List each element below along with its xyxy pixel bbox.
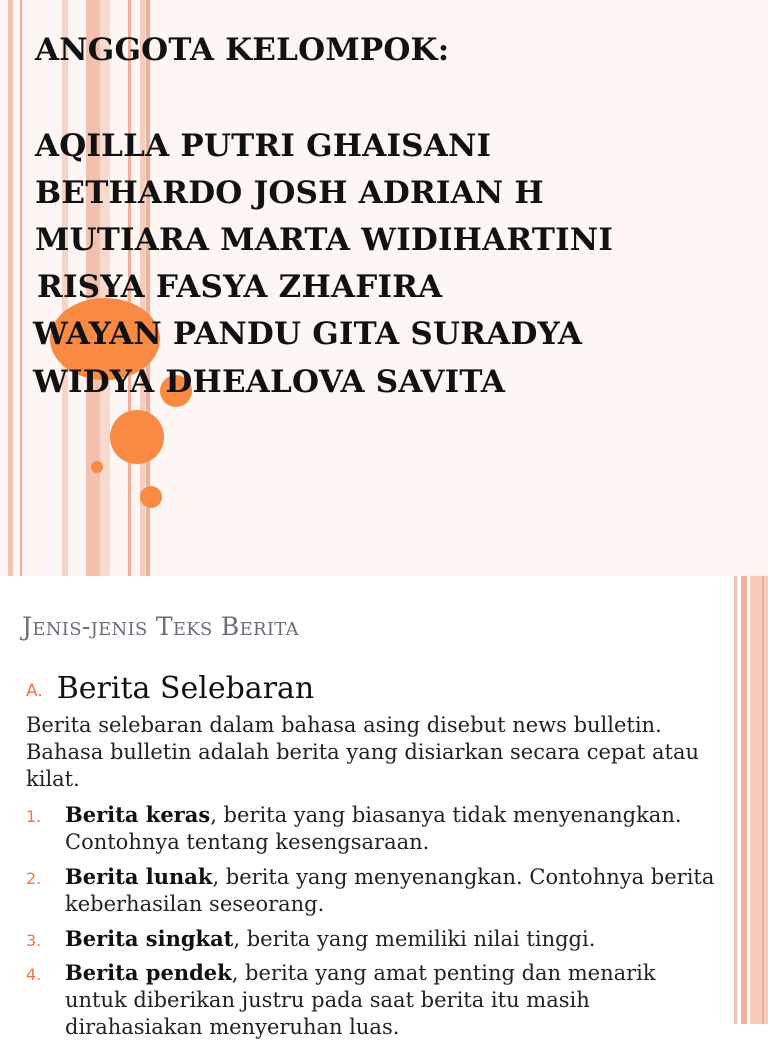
list-number: 4. xyxy=(26,965,42,984)
decor-circle-medium xyxy=(110,410,164,464)
slide-news-types xyxy=(0,576,768,1039)
member-name: WAYAN PANDU GITA SURADYA xyxy=(33,316,583,352)
intro-paragraph: Berita selebaran dalam bahasa asing disebut news bulletin. Bahasa bulletin adalah berita yang disiarkan secara cepat atau kilat. xyxy=(26,713,700,791)
list-number: 1. xyxy=(26,807,42,826)
list-item xyxy=(26,863,716,918)
item-term: Berita singkat xyxy=(65,926,234,951)
list-item xyxy=(26,801,716,856)
slide-title: Jenis-jenis Teks Berita xyxy=(22,612,299,641)
section-heading xyxy=(26,671,314,706)
member-name: BETHARDO JOSH ADRIAN H xyxy=(35,175,544,211)
decor-stripe xyxy=(734,576,737,1024)
item-description: , berita yang menyenangkan. Contohnya berita keberhasilan seseorang. xyxy=(65,865,715,916)
section-marker: A. xyxy=(26,681,43,701)
member-name: WIDYA DHEALOVA SAVITA xyxy=(33,364,506,400)
decor-stripe xyxy=(8,0,13,576)
member-name: AQILLA PUTRI GHAISANI xyxy=(35,128,492,164)
decor-stripe xyxy=(750,576,768,1024)
item-term: Berita pendek xyxy=(65,960,232,985)
decor-stripe xyxy=(762,576,764,1024)
member-name: MUTIARA MARTA WIDIHARTINI xyxy=(35,222,614,258)
section-title: Berita Selebaran xyxy=(56,671,315,706)
members-heading: ANGGOTA KELOMPOK: xyxy=(35,32,450,68)
decor-stripe xyxy=(741,576,747,1024)
decor-circle-tiny xyxy=(91,461,103,473)
member-name: RISYA FASYA ZHAFIRA xyxy=(37,269,443,305)
item-description: , berita yang amat penting dan menarik untuk diberikan justru pada saat berita itu masih dirahasiakan menyeruhan luas. xyxy=(65,961,656,1039)
item-description: , berita yang biasanya tidak menyenangkan. Contohnya tentang kesengsaraan. xyxy=(65,803,682,854)
item-term: Berita lunak xyxy=(65,864,213,889)
list-item xyxy=(26,959,716,1041)
item-term: Berita keras xyxy=(65,802,211,827)
item-description: , berita yang memiliki nilai tinggi. xyxy=(233,927,596,951)
list-number: 2. xyxy=(26,869,42,888)
list-item xyxy=(26,925,716,953)
decor-circle-small xyxy=(140,486,162,508)
decor-stripe xyxy=(20,0,22,576)
list-number: 3. xyxy=(26,931,42,950)
